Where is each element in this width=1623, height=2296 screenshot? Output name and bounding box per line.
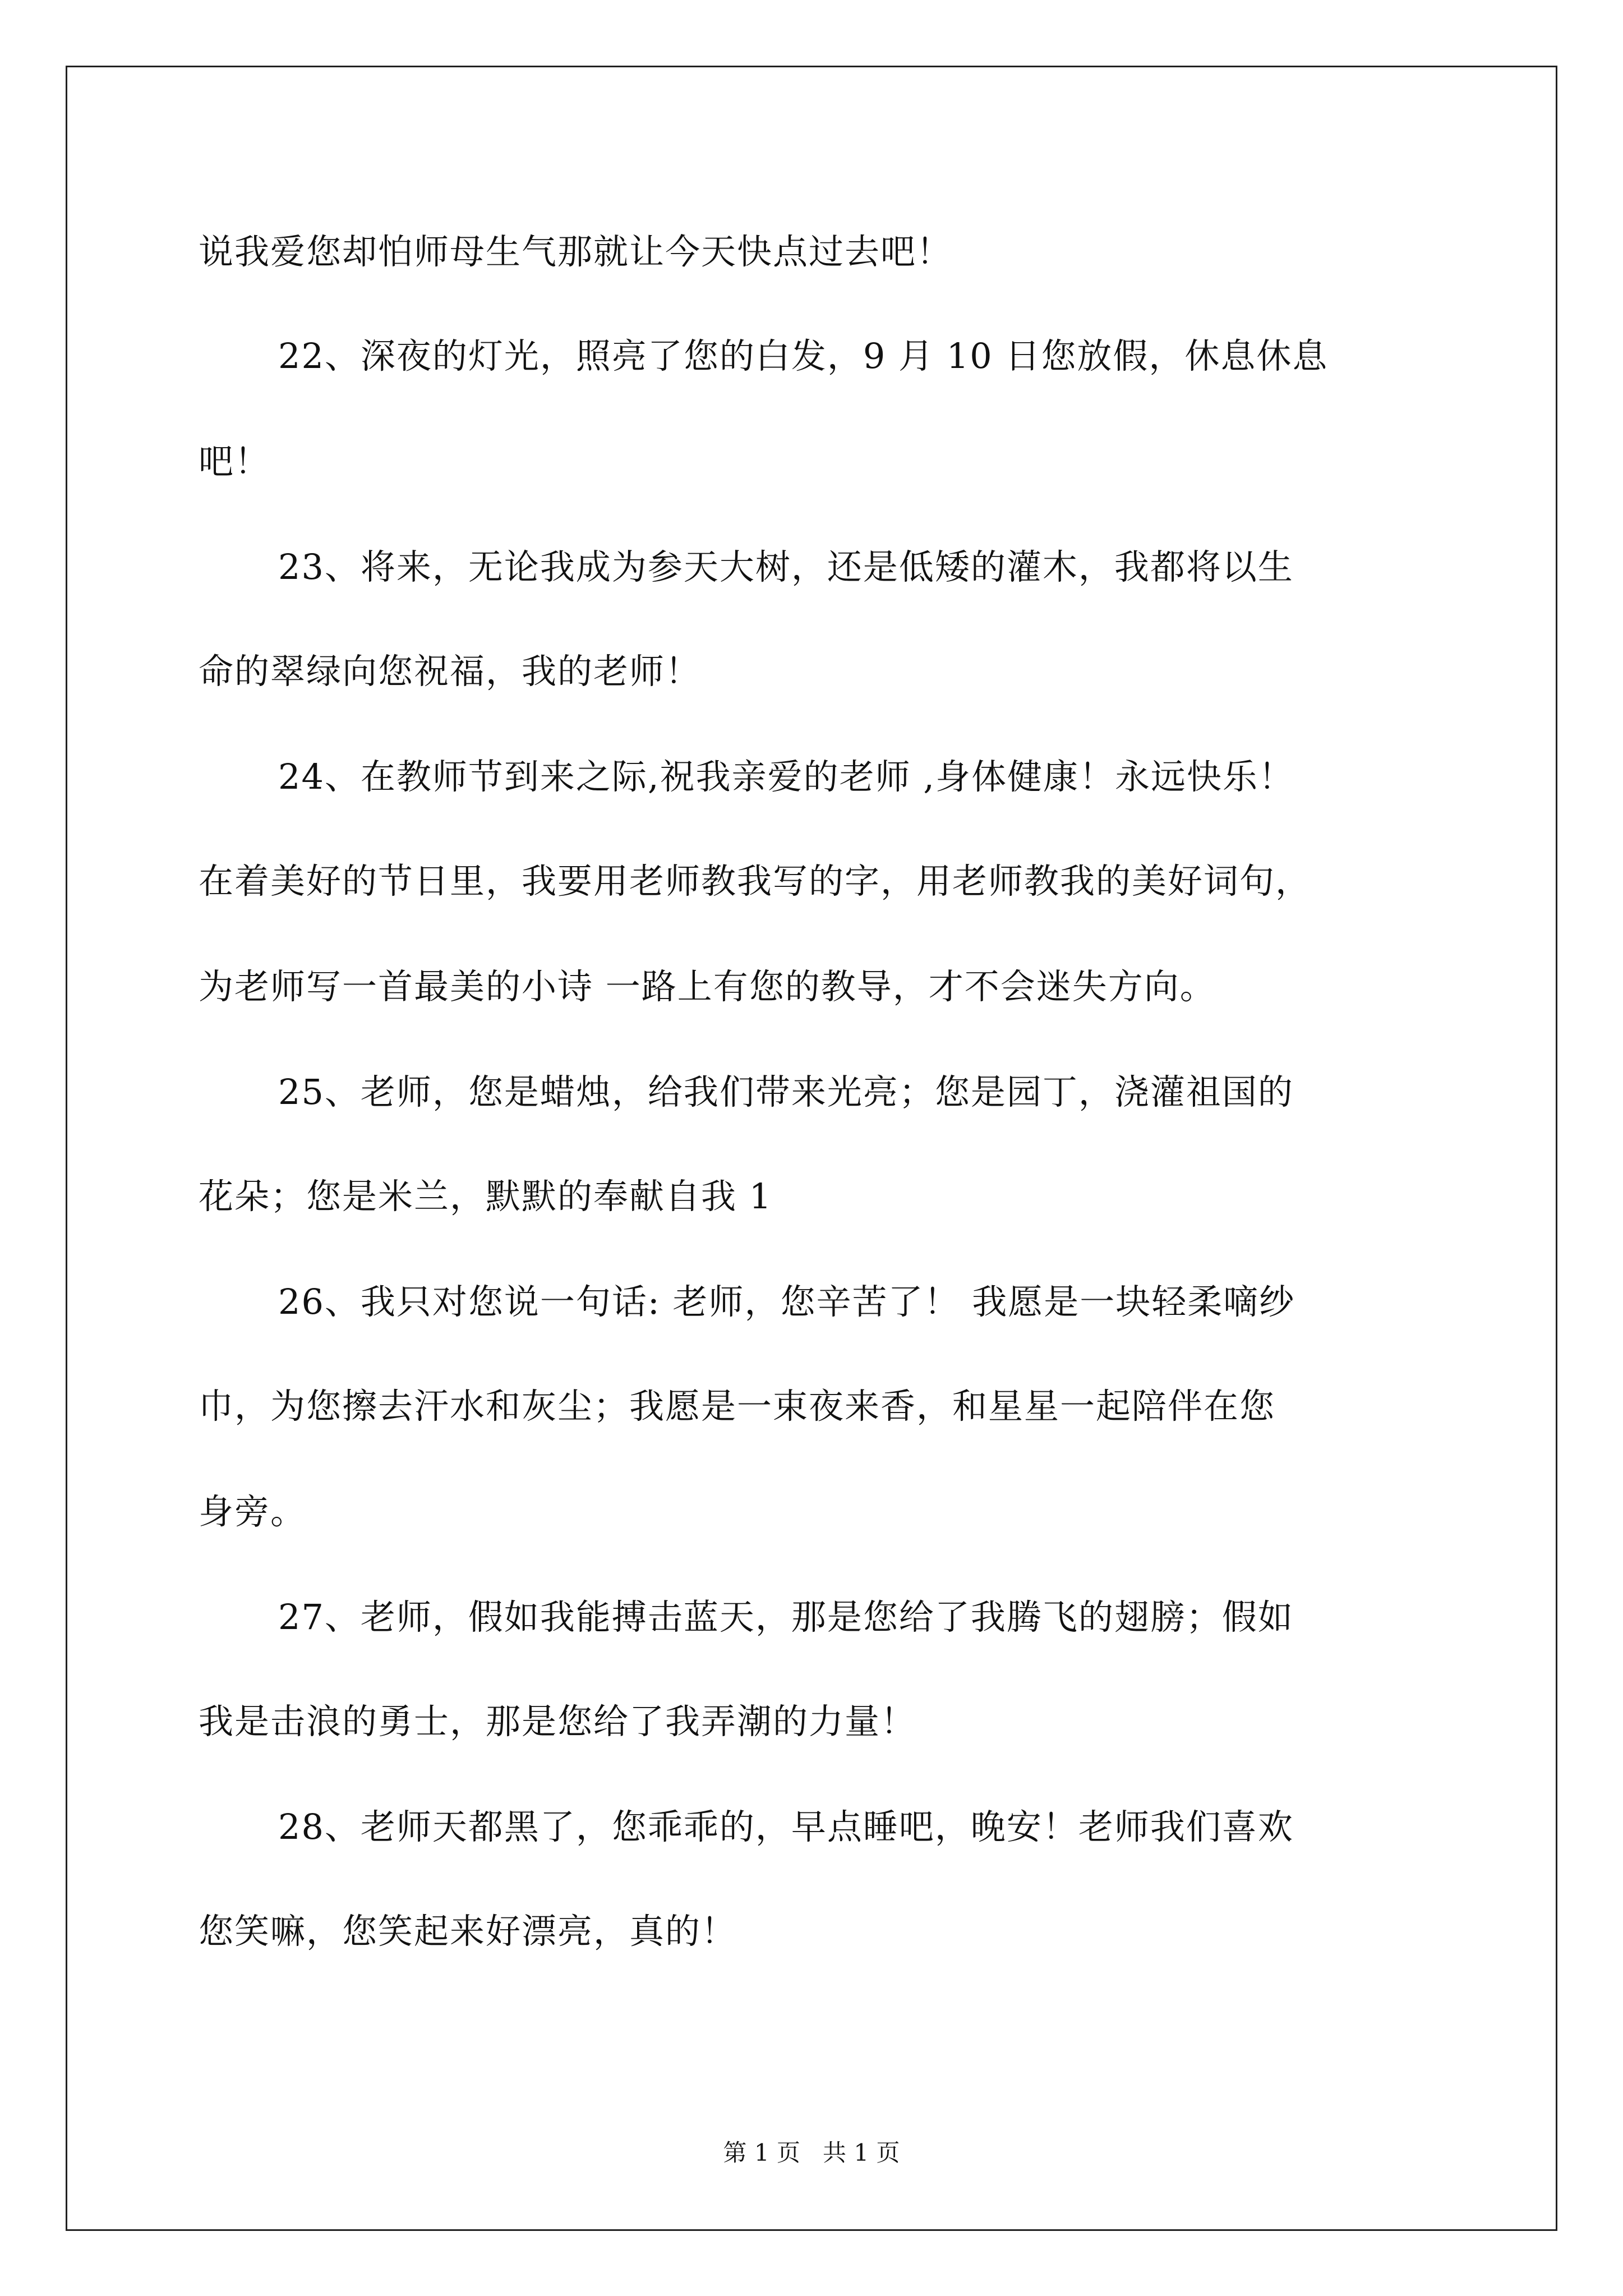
page-border	[66, 66, 1557, 2231]
text-line: 在着美好的节日里，我要用老师教我写的字，用老师教我的美好词句，	[199, 861, 1312, 901]
text-line: 花朵；您是米兰，默默的奉献自我 1	[199, 1176, 773, 1217]
text-line: 25、老师，您是蜡烛，给我们带来光亮；您是园丁，浇灌祖国的	[278, 1071, 1294, 1112]
text-line: 23、将来，无论我成为参天大树，还是低矮的灌木，我都将以生	[278, 546, 1294, 587]
text-line: 我是击浪的勇士，那是您给了我弄潮的力量！	[199, 1701, 917, 1742]
page-footer: 第 1 页 共 1 页	[723, 2139, 900, 2166]
text-line: 26、我只对您说一句话: 老师，您辛苦了！ 我愿是一块轻柔嘀纱	[278, 1281, 1295, 1322]
text-line: 28、老师天都黑了，您乖乖的，早点睡吧，晚安！老师我们喜欢	[278, 1806, 1294, 1847]
text-line: 吧！	[199, 441, 271, 482]
text-line: 巾，为您擦去汗水和灰尘；我愿是一束夜来香，和星星一起陪伴在您	[199, 1386, 1276, 1427]
text-line: 您笑嘛，您笑起来好漂亮，真的！	[199, 1911, 737, 1952]
text-line: 身旁。	[199, 1491, 307, 1532]
text-line: 22、深夜的灯光，照亮了您的白发，9 月 10 日您放假，休息休息	[278, 335, 1329, 376]
text-line: 说我爱您却怕师母生气那就让今天快点过去吧！	[199, 231, 953, 272]
text-line: 27、老师，假如我能搏击蓝天，那是您给了我腾飞的翅膀；假如	[278, 1596, 1294, 1637]
text-line: 命的翠绿向您祝福，我的老师！	[199, 651, 702, 692]
text-line: 为老师写一首最美的小诗 一路上有您的教导，才不会迷失方向。	[199, 966, 1216, 1007]
text-line: 24、在教师节到来之际,祝我亲爱的老师 ,身体健康！永远快乐！	[278, 756, 1295, 797]
